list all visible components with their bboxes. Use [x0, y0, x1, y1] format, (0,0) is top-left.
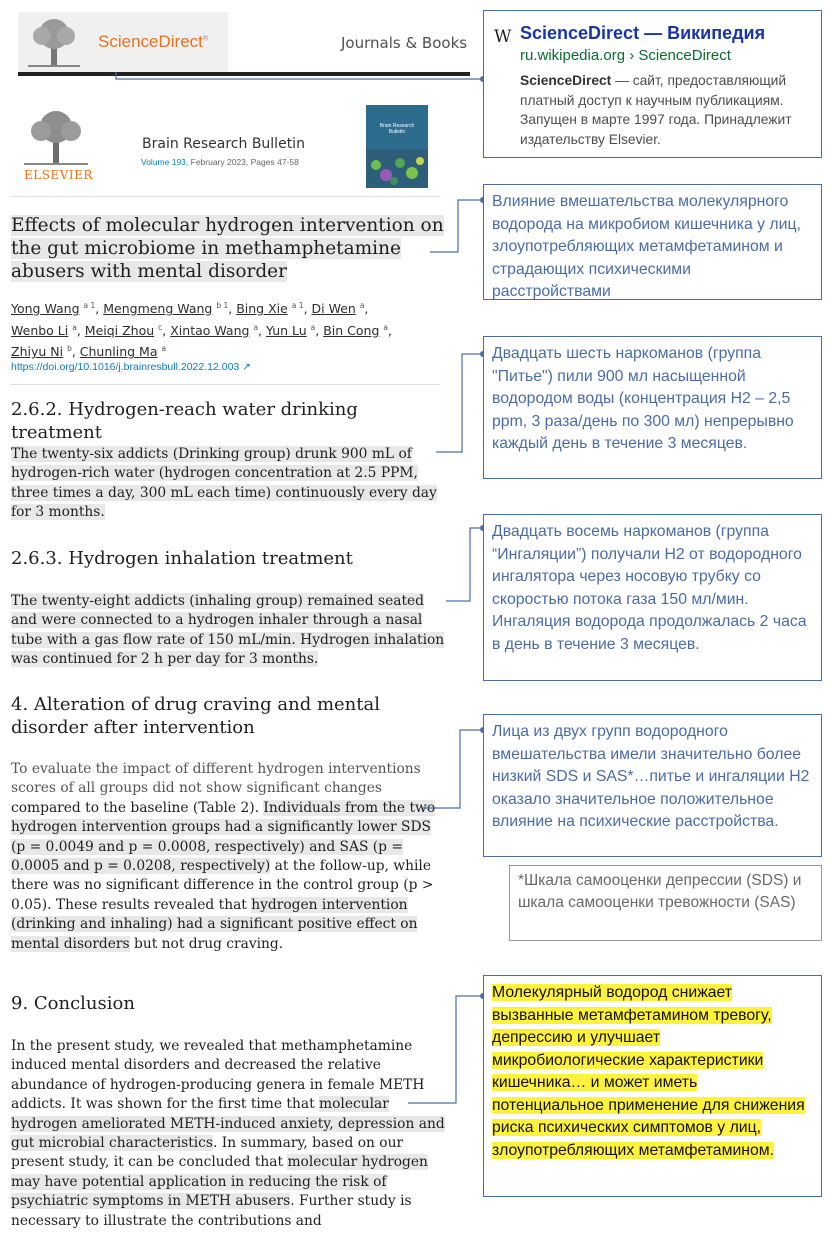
faded-text: To evaluate the impact of different hydrogen interventions scores of all groups did not show significant changes — [11, 761, 421, 797]
doi-link[interactable]: https://doi.org/10.1016/j.brainresbull.2022.12.003 ↗ — [11, 361, 251, 373]
journal-volume-info — [141, 157, 299, 167]
wikipedia-icon: W — [494, 27, 512, 47]
section-heading-2-6-2: 2.6.2. Hydrogen-reach water drinking treatment — [11, 399, 358, 443]
doi-divider — [10, 384, 440, 385]
author[interactable]: Chunling Ma $^a$ — [79, 344, 167, 360]
footnote-scales: *Шкала самооценки депрессии (SDS) и шкала самооценки тревожности (SAS) — [509, 865, 822, 941]
author[interactable]: Bing Xie $^{a 1}$ — [236, 301, 304, 317]
author-list: Yong Wang $^{a 1}$, Mengmeng Wang $^{b 1}$, Bing Xie $^{a 1}$, Di Wen $^a$, Wenbo Li $^a$, Meiqi Zhou $^c$, Xintao Wang $^a$, Yun Lu $^a$, Bin Cong $^a$, Zhiyu Ni $^b$, Chunling Ma $^a$ — [11, 301, 392, 360]
section-heading-4: 4. Alteration of drug craving and mental disorder after intervention — [11, 694, 380, 738]
external-link-icon: ↗ — [242, 361, 251, 373]
callout-conclusion — [483, 975, 822, 1197]
author[interactable]: Meiqi Zhou $^c$ — [84, 322, 163, 338]
section-heading-9: 9. Conclusion — [11, 993, 135, 1014]
elsevier-tree-icon — [24, 16, 84, 68]
registered-mark: ® — [202, 35, 209, 43]
author[interactable]: Di Wen $^a$ — [311, 301, 365, 317]
section-text-2-6-2: The twenty-six addicts (Drinking group) drunk 900 mL of hydrogen-rich water (hydrogen concentration at 2.5 PPM, three times a day, 300 mL each time) continuously every day for 3 months. — [11, 446, 437, 521]
sciencedirect-logo[interactable] — [18, 12, 228, 72]
highlighted-conclusion: Молекулярный водород снижает вызванные метамфетамином тревогу, депрессию и улучшает микробиологические характеристики кишечника… и может иметь потенциальное применение для снижения риска психических симптомов у лиц, злоупотребляющих метамфетамином. — [492, 984, 805, 1159]
brand-wordmark: ScienceDirect® — [98, 32, 209, 51]
cover-art — [366, 105, 428, 188]
publisher-name: ELSEVIER — [24, 168, 93, 182]
wiki-title[interactable]: ScienceDirect — Википедия — [520, 23, 766, 43]
author[interactable]: Yong Wang $^{a 1}$ — [11, 301, 96, 317]
wiki-snippet: ScienceDirect — сайт, предоставляющий платный доступ к научным публикациям. Запущен в марте 1997 года. Принадлежит издательству Elsevier. — [520, 73, 792, 147]
wiki-url[interactable]: ru.wikipedia.org › ScienceDirect — [520, 47, 731, 64]
section-text-4: To evaluate the impact of different hydrogen interventions scores of all groups did not show significant changes compared to the baseline (Table 2). Individuals from the two hydrogen intervention groups had a significantly lower SDS (p = 0.0049 and p = 0.0008, respectively) and SAS (p = 0.0005 and p = 0.0208, respectively) at the follow-up, while there was no significant difference in the control group (p > 0.05). These results revealed that hydrogen intervention (drinking and inhaling) had a significant positive effect on mental disorders but not drug craving. — [11, 761, 436, 952]
callout-drinking-group: Двадцать шесть наркоманов (группа "Питье") пили 900 мл насыщенной водородом воды (концентрация Н2 – 2,5 ppm, 3 раза/день по 300 мл) непрерывно каждый день в течение 3 месяцев. — [483, 336, 822, 479]
article-title: Effects of molecular hydrogen intervention on the gut microbiome in methamphetamine abusers with mental disorder — [11, 215, 444, 282]
author[interactable]: Zhiyu Ni $^b$ — [11, 344, 72, 360]
section-heading-2-6-3: 2.6.3. Hydrogen inhalation treatment — [11, 548, 353, 569]
author[interactable]: Yun Lu $^a$ — [266, 322, 316, 338]
author[interactable]: Wenbo Li $^a$ — [11, 322, 77, 338]
callout-inhalation-group: Двадцать восемь наркоманов (группа “Ингаляции”) получали Н2 от водородного ингалятора через носовую трубку со скоростью потока газа 150 мл/мин. Ингаляция водорода продолжалась 2 часа в день в течение 3 месяцев. — [483, 514, 822, 681]
journal-cover-image[interactable] — [366, 105, 428, 188]
author[interactable]: Xintao Wang $^a$ — [170, 322, 259, 338]
author[interactable]: Bin Cong $^a$ — [323, 322, 389, 338]
journals-books-link[interactable]: Journals & Books — [341, 34, 468, 52]
cover-title: Brain Research Bulletin — [379, 123, 415, 135]
author[interactable]: Mengmeng Wang $^{b 1}$ — [103, 301, 229, 317]
header-divider — [18, 72, 470, 76]
volume-link[interactable]: Volume 193 — [141, 157, 186, 167]
elsevier-logo-icon — [22, 108, 90, 166]
journal-title[interactable]: Brain Research Bulletin — [142, 136, 305, 152]
callout-title-translation: Влияние вмешательства молекулярного водорода на микробиом кишечника у лиц, злоупотребляющих метамфетамином и страдающих психическими расстройствами — [483, 184, 822, 300]
issue-pages: , February 2023, Pages 47-58 — [185, 157, 299, 167]
section-text-2-6-3: The twenty-eight addicts (inhaling group) remained seated and were connected to a hydrogen inhaler through a nasal tube with a gas flow rate of 150 mL/min. Hydrogen inhalation was continued for 2 h per day for 3 months. — [11, 593, 445, 668]
callout-results: Лица из двух групп водородного вмешательства имели значительно более низкий SDS и SAS*…питье и ингаляции Н2 оказало значительное положительное влияние на психические расстройства. — [483, 714, 822, 857]
section-text-9: In the present study, we revealed that methamphetamine induced mental disorders and decreased the relative abundance of hydrogen-producing genera in female METH addicts. It was shown for the first time that molecular hydrogen ameliorated METH-induced anxiety, depression and gut microbial characteristics. In summary, based on our present study, it can be concluded that molecular hydrogen may have potential application in reducing the risk of psychiatric symptoms in METH abusers. Further study is necessary to illustrate the contributions and — [11, 1038, 445, 1229]
journal-divider — [10, 196, 440, 197]
wikipedia-card[interactable] — [483, 10, 822, 158]
